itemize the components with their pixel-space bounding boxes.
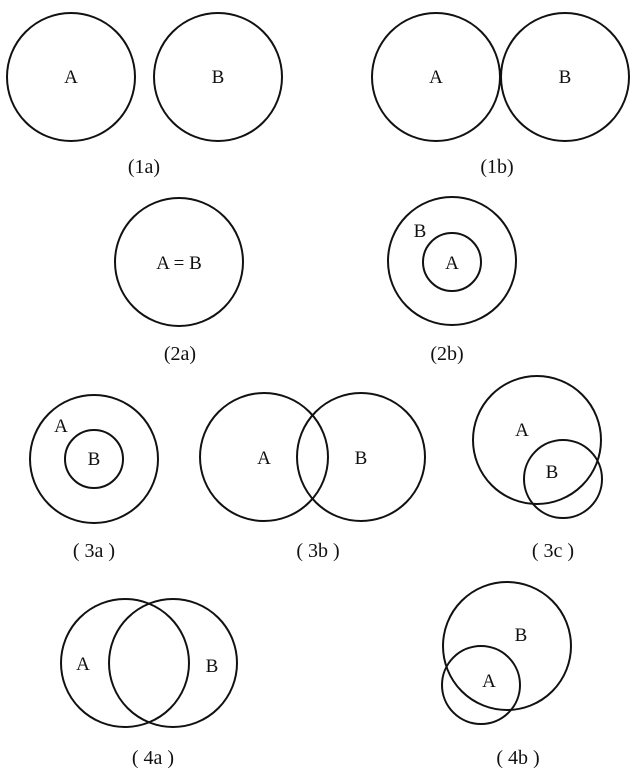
label-a-equals-b: A = B <box>156 253 202 274</box>
label-b: B <box>211 67 225 88</box>
label-a: A <box>76 654 90 675</box>
diagram-3b <box>200 393 425 562</box>
label-b: B <box>87 449 101 470</box>
caption-3c: ( 3c ) <box>531 540 575 562</box>
label-b: B <box>545 462 559 483</box>
diagram-4b <box>442 582 571 768</box>
caption-1b: (1b) <box>480 156 514 178</box>
diagram-4a <box>61 599 237 768</box>
label-b: B <box>354 448 368 469</box>
label-b: B <box>558 67 572 88</box>
label-b: B <box>514 625 528 646</box>
diagram-3a <box>30 395 158 562</box>
label-a: A <box>429 67 443 88</box>
diagram-1a <box>7 13 282 178</box>
label-a: A <box>257 448 271 469</box>
caption-3b: ( 3b ) <box>296 540 340 562</box>
label-a: A <box>515 420 529 441</box>
caption-3a: ( 3a ) <box>72 540 116 562</box>
label-a: A <box>64 67 78 88</box>
caption-2a: (2a) <box>163 343 197 365</box>
diagram-3c <box>473 376 602 562</box>
diagram-2b <box>388 197 516 365</box>
circle-a <box>442 646 520 724</box>
caption-4b: ( 4b ) <box>496 747 540 768</box>
circle-b <box>443 582 571 710</box>
caption-4a: ( 4a ) <box>131 747 175 768</box>
label-b: B <box>413 221 427 242</box>
caption-1a: (1a) <box>127 156 161 178</box>
caption-2b: (2b) <box>430 343 464 365</box>
label-a: A <box>54 416 68 437</box>
circle-a <box>473 376 601 504</box>
circle-b <box>524 440 602 518</box>
diagram-1b <box>372 13 629 178</box>
label-b: B <box>205 656 219 677</box>
diagram-2a <box>115 198 243 365</box>
label-a: A <box>445 253 459 274</box>
label-a: A <box>482 671 496 692</box>
